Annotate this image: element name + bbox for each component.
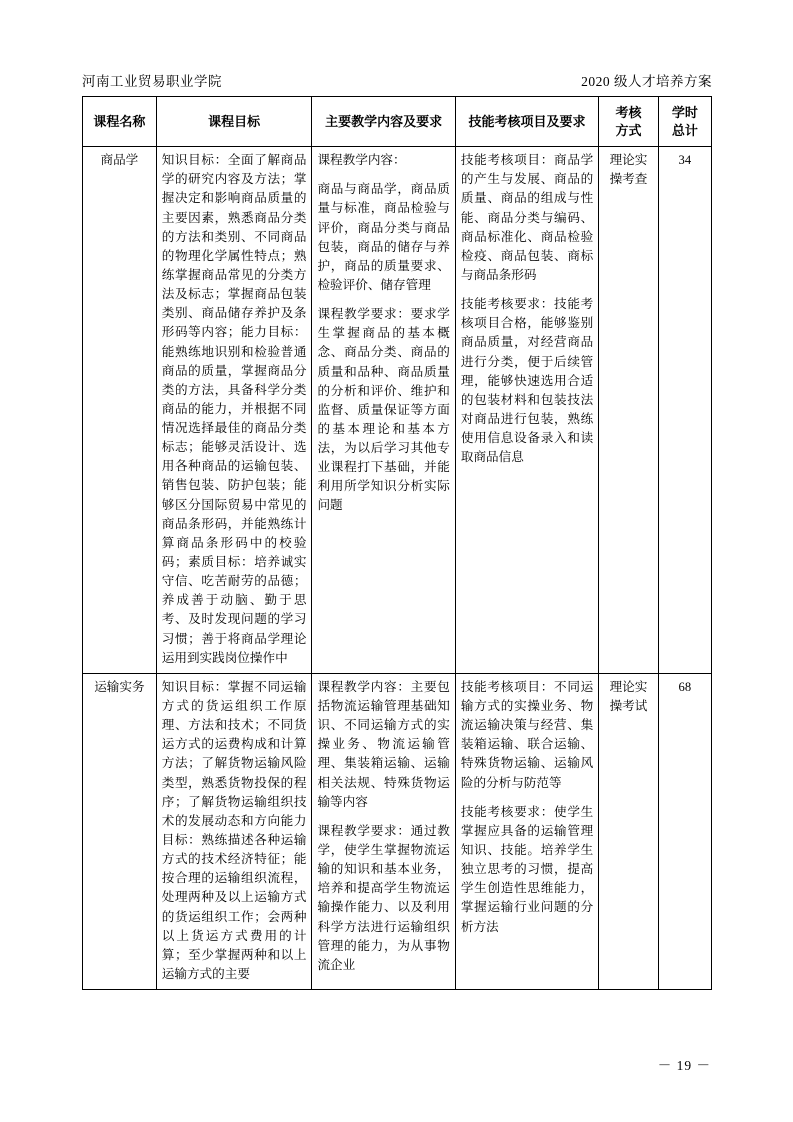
column-header-assessment-method (599, 97, 658, 147)
cell-teaching-content (312, 147, 455, 674)
teaching-requirement-body: 课程教学要求：要求学生掌握商品的基本概念、商品分类、商品的质量和品种、商品质量的分析和评价、维护和监督、质量保证等方面的基本理论和基本方法，为以后学习其他专业课程打下基础，并能利用所学知识分析实际问题 (317, 307, 450, 513)
skill-项目-body: 技能考核项目：不同运输方式的实操业务、物流运输决策与经营、集装箱运输、联合运输、特殊货物运输、运输风险的分析与防范等 (460, 679, 594, 790)
teaching-content-heading: 课程教学内容： (317, 153, 406, 168)
cell-course-goal: 知识目标：掌握不同运输方式的货运组织工作原理、方法和技术；不同货运方式的运费构成和计算方法；了解货物运输风险类型，熟悉货物投保的程序；了解货物运输组织技术的发展动态和方向能力目标：熟练描述各种运输方式的技术经济特征；能按合理的运输组织流程，处理两种及以上运输方式的货运组织工作；会两种以上货运方式费用的计算；至少掌握两种和以上运输方式的主要 (156, 673, 312, 989)
page-content (82, 70, 712, 990)
cell-teaching-content (312, 673, 455, 989)
header-document-title: 2020 级人才培养方案 (581, 74, 712, 89)
column-header-teaching-content: 主要教学内容及要求 (312, 97, 455, 147)
cell-assessment-method: 理论实操考试 (599, 673, 658, 989)
cell-course-goal: 知识目标：全面了解商品学的研究内容及方法；掌握决定和影响商品质量的主要因素，熟悉商品分类的方法和类别、不同商品的物理化学属性特点；熟练掌握商品常见的分类方法及标志；掌握商品包装类别、商品储存养护及条形码等内容；能力目标：能熟练地识别和检验普通商品的质量，掌握商品分类的方法，具备科学分类商品的能力，并根据不同情况选择最佳的商品分类标志；能够灵活设计、选用各种商品的运输包装、销售包装、防护包装；能够区分国际贸易中常见的商品条形码，并能熟练计算商品条形码中的校验码；素质目标：培养诚实守信、吃苦耐劳的品德；养成善于动脑、勤于思考、及时发现问题的学习习惯；善于将商品学理论运用到实践岗位操作中 (156, 147, 312, 674)
curriculum-table (82, 96, 712, 990)
page-header (82, 70, 712, 96)
cell-skill-assessment (455, 673, 598, 989)
cell-total-hours: 68 (658, 673, 711, 989)
table-header-row (83, 97, 712, 147)
teaching-requirement-body: 课程教学要求：通过教学，使学生掌握物流运输的知识和基本业务，培养和提高学生物流运输操作能力、以及利用科学方法进行运输组织管理的能力，为从事物流企业 (317, 823, 450, 972)
column-header-total-hours-line2: 总计 (671, 122, 698, 138)
column-header-course-name: 课程名称 (83, 97, 157, 147)
column-header-total-hours (658, 97, 711, 147)
column-header-course-goal: 课程目标 (156, 97, 312, 147)
header-institution: 河南工业贸易职业学院 (82, 74, 222, 89)
cell-course-name: 运输实务 (83, 673, 157, 989)
column-header-assessment-method-line2: 方式 (615, 122, 642, 138)
cell-assessment-method: 理论实操考查 (599, 147, 658, 674)
cell-course-name: 商品学 (83, 147, 157, 674)
teaching-content-body: 课程教学内容：主要包括物流运输管理基础知识、不同运输方式的实操业务、物流运输管理、集装箱运输、运输相关法规、特殊货物运输等内容 (317, 679, 450, 809)
column-header-total-hours-line1: 学时 (671, 105, 698, 120)
skill-requirement-body: 技能考核要求：技能考核项目合格，能够鉴别商品质量，对经营商品进行分类，便于后续管理，能够快速选用合适的包装材料和包装技法对商品进行包装，熟练使用信息设备录入和读取商品信息 (460, 297, 594, 465)
cell-total-hours: 34 (658, 147, 711, 674)
skill-requirement-body: 技能考核要求：使学生掌握应具备的运输管理知识、技能。培养学生独立思考的习惯，提高学生创造性思维能力，掌握运输行业问题的分析方法 (460, 804, 594, 934)
table-row (83, 673, 712, 989)
skill-项目-body: 技能考核项目：商品学的产生与发展、商品的质量、商品的组成与性能、商品分类与编码、商品标准化、商品检验检疫、商品包装、商标与商品条形码 (460, 153, 594, 282)
column-header-skill-assessment: 技能考核项目及要求 (455, 97, 598, 147)
column-header-assessment-method-line1: 考核 (615, 105, 642, 120)
table-row (83, 147, 712, 674)
cell-skill-assessment (455, 147, 598, 674)
page-number: － 19 － (657, 1058, 711, 1073)
teaching-content-body: 商品与商品学，商品质量与标准，商品检验与评价，商品分类与商品包装，商品的储存与养护，商品的质量要求、检验评价、储存管理 (317, 182, 450, 292)
